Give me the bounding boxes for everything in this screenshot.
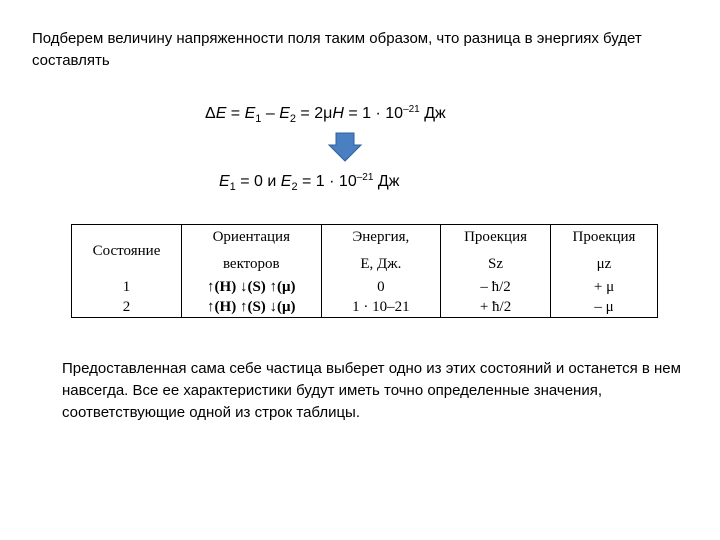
intro-paragraph: Подберем величину напряженности поля таким образом, что разница в энергиях будет составлять: [32, 30, 642, 69]
header-orientation-bottom: векторов: [222, 256, 280, 272]
header-mu-bottom: μz: [596, 256, 612, 272]
cell-sz: + ħ/2: [441, 297, 551, 318]
cell-mu: + μ: [551, 277, 658, 297]
formula-var: E: [244, 105, 256, 122]
header-sz: [441, 225, 551, 278]
energy-difference-formula: [205, 104, 446, 125]
header-sz-bottom: Sz: [488, 256, 504, 272]
cell-orientation: ↑(H) ↓(S) ↑(μ): [182, 277, 322, 297]
formula-var: μ: [323, 105, 333, 122]
formula-unit: Дж: [373, 173, 400, 190]
header-state: [72, 225, 182, 278]
cell-state: 1: [122, 279, 131, 295]
states-table: [71, 224, 658, 318]
header-energy-top: Энергия,: [352, 229, 410, 245]
header-sz-top: Проекция: [464, 229, 527, 245]
formula-sub: 2: [289, 113, 296, 125]
formula-op: =: [226, 105, 245, 122]
table-header-row: [72, 225, 658, 278]
cell-energy: 1 · 10–21: [321, 297, 441, 318]
formula-op: –: [261, 105, 280, 122]
outro-paragraph: Предоставленная сама себе частица выберет одно из этих состояний и останется в нем навсегда. Все ее характеристики будут иметь точно определенные значения, соответствующие одной из строк таблицы.: [62, 360, 681, 421]
formula-var: H: [332, 105, 344, 122]
header-orientation: [182, 225, 322, 278]
formula-var: E: [279, 105, 290, 122]
formula-var: E: [219, 173, 230, 190]
down-arrow-icon: [328, 132, 362, 162]
formula-sub: 1: [255, 113, 262, 125]
table-row: [72, 277, 658, 297]
formula-op: = 1 · 10: [297, 173, 357, 190]
formula-var: E: [215, 105, 227, 122]
cell-orientation: ↑(H) ↑(S) ↓(μ): [182, 297, 322, 318]
header-energy-bottom: E, Дж.: [360, 256, 402, 272]
header-energy: [321, 225, 441, 278]
formula-op: = 0 и: [235, 173, 281, 190]
cell-sz: – ħ/2: [441, 277, 551, 297]
formula-exponent: –21: [356, 172, 374, 183]
formula-var: E: [280, 173, 292, 190]
formula-sub: 2: [291, 181, 298, 193]
formula-exponent: –21: [403, 104, 420, 115]
table-row: [72, 297, 658, 318]
formula-op: = 1 · 10: [343, 105, 404, 122]
formula-op: = 2: [295, 105, 324, 122]
cell-state: 2: [122, 299, 131, 315]
delta-symbol: Δ: [205, 105, 216, 122]
cell-energy: 0: [321, 277, 441, 297]
energy-levels-result: [219, 172, 399, 193]
formula-unit: Дж: [419, 105, 446, 122]
header-state-label: Состояние: [92, 242, 161, 259]
cell-mu: – μ: [551, 297, 658, 318]
header-mu-top: Проекция: [572, 229, 636, 245]
header-mu: [551, 225, 658, 278]
formula-sub: 1: [229, 181, 236, 193]
header-orientation-top: Ориентация: [212, 229, 290, 245]
